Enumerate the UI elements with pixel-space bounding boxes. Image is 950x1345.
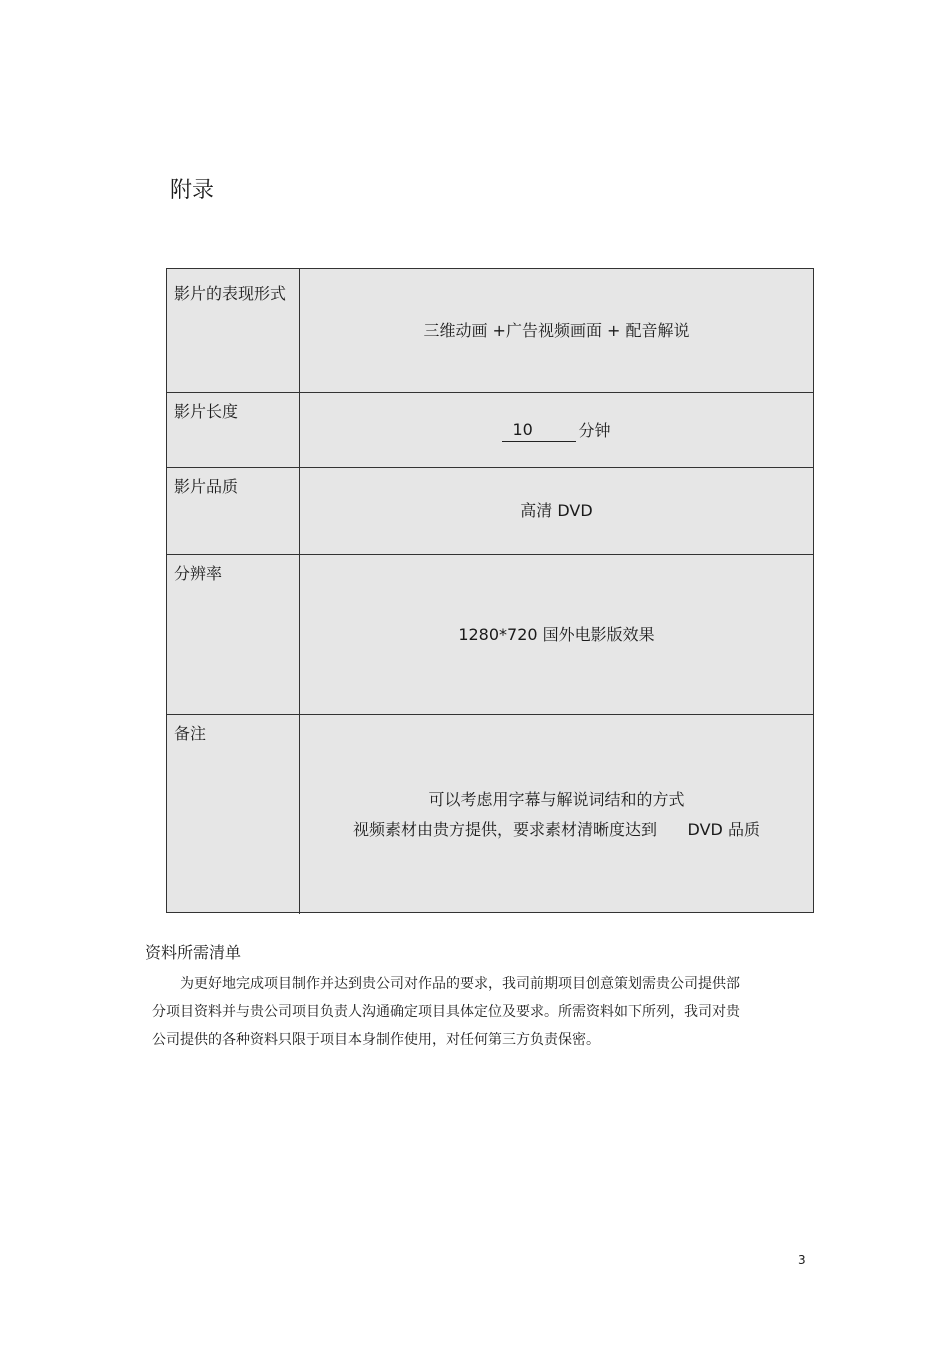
materials-intro-paragraph: 为更好地完成项目制作并达到贵公司对作品的要求，我司前期项目创意策划需贵公司提供部分项目资料并与贵公司项目负责人沟通确定项目具体定位及要求。所需资料如下所列，我司对贵公司提供的各种资料只限于项目本身制作使用，对任何第三方负责保密。 — [152, 976, 740, 1048]
value-video-length — [300, 393, 813, 467]
video-spec-table — [166, 268, 814, 913]
length-number: 10 — [502, 419, 576, 442]
length-unit: 分钟 — [578, 420, 611, 440]
label-resolution: 分辨率 — [167, 555, 300, 714]
length-field — [502, 419, 610, 442]
video-quality-text: 高清 DVD — [520, 501, 593, 520]
table-row-presentation — [167, 269, 813, 393]
appendix-heading: 附录 — [170, 178, 215, 203]
table-row-resolution — [167, 555, 813, 715]
page-number: 3 — [798, 1253, 806, 1267]
value-video-quality — [300, 468, 813, 554]
table-row-length — [167, 393, 813, 468]
value-resolution — [300, 555, 813, 714]
presentation-format-text: 三维动画 +广告视频画面 + 配音解说 — [423, 320, 690, 340]
value-notes — [300, 715, 813, 914]
materials-list-title: 资料所需清单 — [145, 943, 242, 962]
notes-line-2: 视频素材由贵方提供，要求素材清晰度达到 DVD 品质 — [353, 819, 760, 839]
table-row-notes — [167, 715, 813, 914]
label-video-length: 影片长度 — [167, 393, 300, 467]
label-notes: 备注 — [167, 715, 300, 914]
table-row-quality — [167, 468, 813, 555]
value-presentation-format — [300, 269, 813, 392]
resolution-text: 1280*720 国外电影版效果 — [458, 624, 655, 644]
notes-line-1: 可以考虑用字幕与解说词结和的方式 — [428, 789, 685, 809]
label-presentation-format: 影片的表现形式 — [167, 269, 300, 392]
label-video-quality: 影片品质 — [167, 468, 300, 554]
